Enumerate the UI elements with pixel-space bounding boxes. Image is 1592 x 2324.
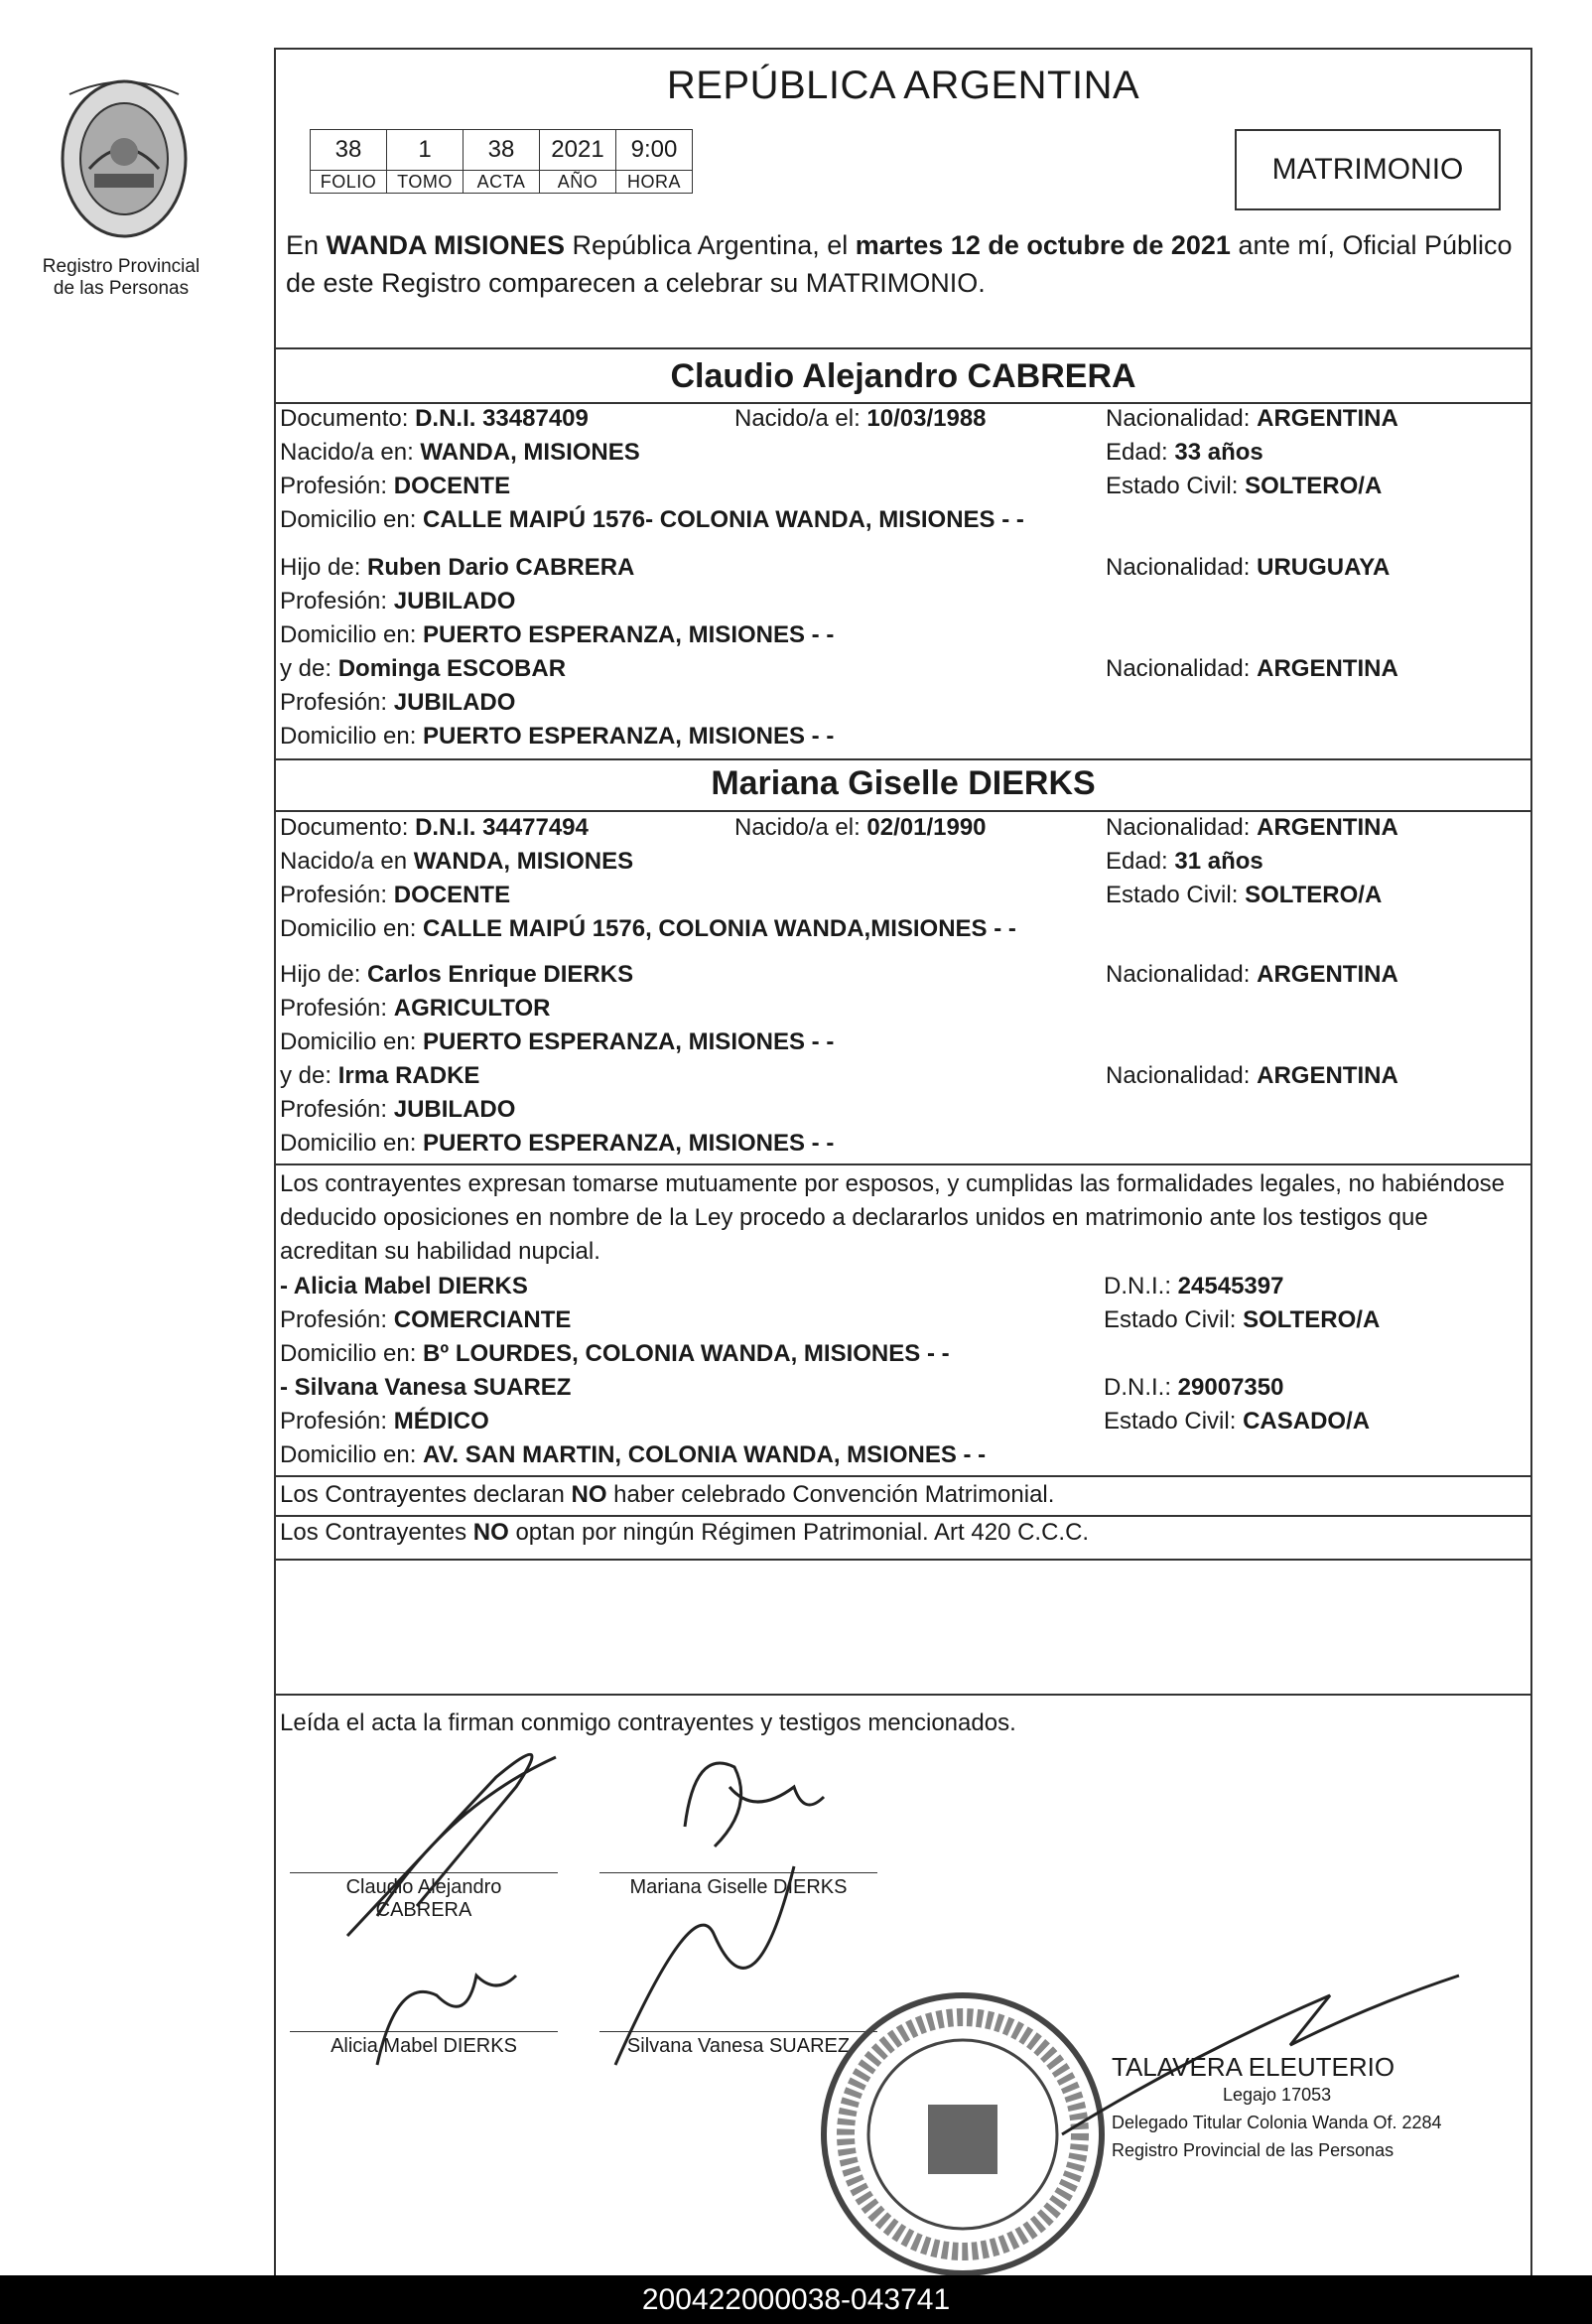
witness1-profession: Profesión: COMERCIANTE	[280, 1306, 572, 1333]
spouse1-mother-nationality: Nacionalidad: ARGENTINA	[1106, 655, 1398, 682]
logo-caption	[22, 256, 220, 300]
official-legajo: Legajo 17053	[1223, 2085, 1332, 2105]
spouse1-father: Hijo de: Ruben Dario CABRERA	[280, 554, 635, 581]
official-registry: Registro Provincial de las Personas	[1112, 2140, 1394, 2160]
spouse2-father-profession: Profesión: AGRICULTOR	[280, 995, 551, 1022]
signature-caption-spouse2: Mariana Giselle DIERKS	[629, 1876, 848, 1898]
document-title: REPÚBLICA ARGENTINA	[666, 64, 1140, 107]
spouse2-mother: y de: Irma RADKE	[280, 1062, 480, 1089]
spouse2-mother-address: Domicilio en: PUERTO ESPERANZA, MISIONES - -	[280, 1130, 835, 1157]
acta-value: 38	[464, 130, 540, 171]
closing-statement: Leída el acta la firman conmigo contrayentes y testigos mencionados.	[280, 1709, 1016, 1736]
convention-statement: Los Contrayentes declaran NO haber celebrado Convención Matrimonial.	[280, 1481, 1055, 1508]
intro-date: martes 12 de octubre de 2021	[855, 230, 1231, 260]
official-name: TALAVERA ELEUTERIO	[1112, 2052, 1395, 2082]
witness2-dni: D.N.I.: 29007350	[1104, 1374, 1284, 1401]
spouse1-name: Claudio Alejandro CABRERA	[670, 357, 1136, 395]
logo-caption-line-2: de las Personas	[53, 278, 190, 299]
spouse2-age: Edad: 31 años	[1106, 848, 1263, 875]
divider	[276, 1559, 1530, 1561]
year-label: AÑO	[540, 171, 616, 194]
spouse2-profession: Profesión: DOCENTE	[280, 882, 511, 908]
spouse1-father-profession: Profesión: JUBILADO	[280, 588, 516, 615]
signature-caption-witness1: Alicia Mabel DIERKS	[331, 2035, 517, 2057]
spouse1-profession: Profesión: DOCENTE	[280, 473, 511, 499]
divider	[276, 1163, 1530, 1165]
spouse1-mother-address: Domicilio en: PUERTO ESPERANZA, MISIONES - -	[280, 723, 835, 750]
province-coat-of-arms-logo	[50, 74, 199, 253]
year-value: 2021	[540, 130, 616, 171]
witness1-address: Domicilio en: Bº LOURDES, COLONIA WANDA, MISIONES - -	[280, 1340, 950, 1367]
spouse2-birthdate: Nacido/a el: 02/01/1990	[734, 814, 987, 841]
hour-label: HORA	[616, 171, 693, 194]
witness2-address: Domicilio en: AV. SAN MARTIN, COLONIA WANDA, MSIONES - -	[280, 1441, 987, 1468]
spouse2-birthplace: Nacido/a en WANDA, MISIONES	[280, 848, 634, 875]
intro-text-3: ante mí, Oficial Público de este Registro comparecen a celebrar su MATRIMONIO.	[286, 230, 1513, 298]
document-code-footer: 200422000038-043741	[0, 2275, 1592, 2324]
signature-line-spouse2	[599, 1872, 877, 1873]
witness2-name: - Silvana Vanesa SUAREZ	[280, 1374, 572, 1401]
spouse2-father-nationality: Nacionalidad: ARGENTINA	[1106, 961, 1398, 988]
spouse2-address: Domicilio en: CALLE MAIPÚ 1576, COLONIA WANDA,MISIONES - -	[280, 915, 1016, 942]
official-role: Delegado Titular Colonia Wanda Of. 2284	[1112, 2113, 1442, 2132]
witness1-name: - Alicia Mabel DIERKS	[280, 1273, 528, 1299]
signature-caption-witness2: Silvana Vanesa SUAREZ	[626, 2035, 851, 2057]
folio-label: FOLIO	[311, 171, 387, 194]
official-seal-stamp	[814, 1985, 1112, 2283]
marriage-certificate-frame	[274, 48, 1532, 2279]
signature-line-spouse1	[290, 1872, 558, 1873]
intro-text-1: En	[286, 230, 327, 260]
acta-label: ACTA	[464, 171, 540, 194]
spouse2-mother-profession: Profesión: JUBILADO	[280, 1096, 516, 1123]
spouse2-nationality: Nacionalidad: ARGENTINA	[1106, 814, 1398, 841]
spouse2-document: Documento: D.N.I. 34477494	[280, 814, 589, 841]
spouse2-name: Mariana Giselle DIERKS	[711, 764, 1096, 802]
signature-line-witness1	[290, 2031, 558, 2032]
divider	[276, 1515, 1530, 1517]
divider	[276, 402, 1530, 404]
spouse2-civil-status: Estado Civil: SOLTERO/A	[1106, 882, 1383, 908]
registry-numbers-table	[310, 129, 693, 194]
signature-caption-spouse1: Claudio Alejandro CABRERA	[345, 1876, 502, 1921]
spouse1-age: Edad: 33 años	[1106, 439, 1263, 466]
tomo-label: TOMO	[387, 171, 464, 194]
spouse1-birthdate: Nacido/a el: 10/03/1988	[734, 405, 987, 432]
witness2-profession: Profesión: MÉDICO	[280, 1408, 489, 1435]
spouse2-mother-nationality: Nacionalidad: ARGENTINA	[1106, 1062, 1398, 1089]
spouse2-father: Hijo de: Carlos Enrique DIERKS	[280, 961, 634, 988]
declaration-paragraph: Los contrayentes expresan tomarse mutuamente por esposos, y cumplidas las formalidades legales, no habiéndose deducido oposiciones en nombre de la Ley procedo a declararlos unidos en matrimonio ante los testigos que acreditan su habilidad nupcial.	[280, 1170, 1506, 1265]
divider	[276, 347, 1530, 349]
spouse1-address: Domicilio en: CALLE MAIPÚ 1576- COLONIA WANDA, MISIONES - -	[280, 506, 1024, 533]
spouse1-nationality: Nacionalidad: ARGENTINA	[1106, 405, 1398, 432]
regime-statement: Los Contrayentes NO optan por ningún Régimen Patrimonial. Art 420 C.C.C.	[280, 1519, 1090, 1546]
hour-value: 9:00	[616, 130, 693, 171]
spouse1-mother-profession: Profesión: JUBILADO	[280, 689, 516, 716]
logo-caption-line-1: Registro Provincial	[42, 256, 200, 277]
spouse1-civil-status: Estado Civil: SOLTERO/A	[1106, 473, 1383, 499]
intro-text-2: República Argentina, el	[565, 230, 856, 260]
divider	[276, 758, 1530, 760]
official-stamp	[1112, 2053, 1469, 2164]
divider	[276, 1694, 1530, 1696]
witness1-dni: D.N.I.: 24545397	[1104, 1273, 1284, 1299]
spouse1-father-nationality: Nacionalidad: URUGUAYA	[1106, 554, 1391, 581]
spouse1-father-address: Domicilio en: PUERTO ESPERANZA, MISIONES - -	[280, 621, 835, 648]
spouse1-birthplace: Nacido/a en: WANDA, MISIONES	[280, 439, 640, 466]
witness1-civil-status: Estado Civil: SOLTERO/A	[1104, 1306, 1381, 1333]
intro-place: WANDA MISIONES	[326, 230, 566, 260]
act-type-box: MATRIMONIO	[1235, 129, 1501, 210]
spouse1-mother: y de: Dominga ESCOBAR	[280, 655, 567, 682]
intro-paragraph	[286, 226, 1525, 302]
witness2-civil-status: Estado Civil: CASADO/A	[1104, 1408, 1371, 1435]
divider	[276, 1475, 1530, 1477]
folio-value: 38	[311, 130, 387, 171]
spouse1-document: Documento: D.N.I. 33487409	[280, 405, 589, 432]
spouse2-father-address: Domicilio en: PUERTO ESPERANZA, MISIONES - -	[280, 1028, 835, 1055]
tomo-value: 1	[387, 130, 464, 171]
divider	[276, 810, 1530, 812]
